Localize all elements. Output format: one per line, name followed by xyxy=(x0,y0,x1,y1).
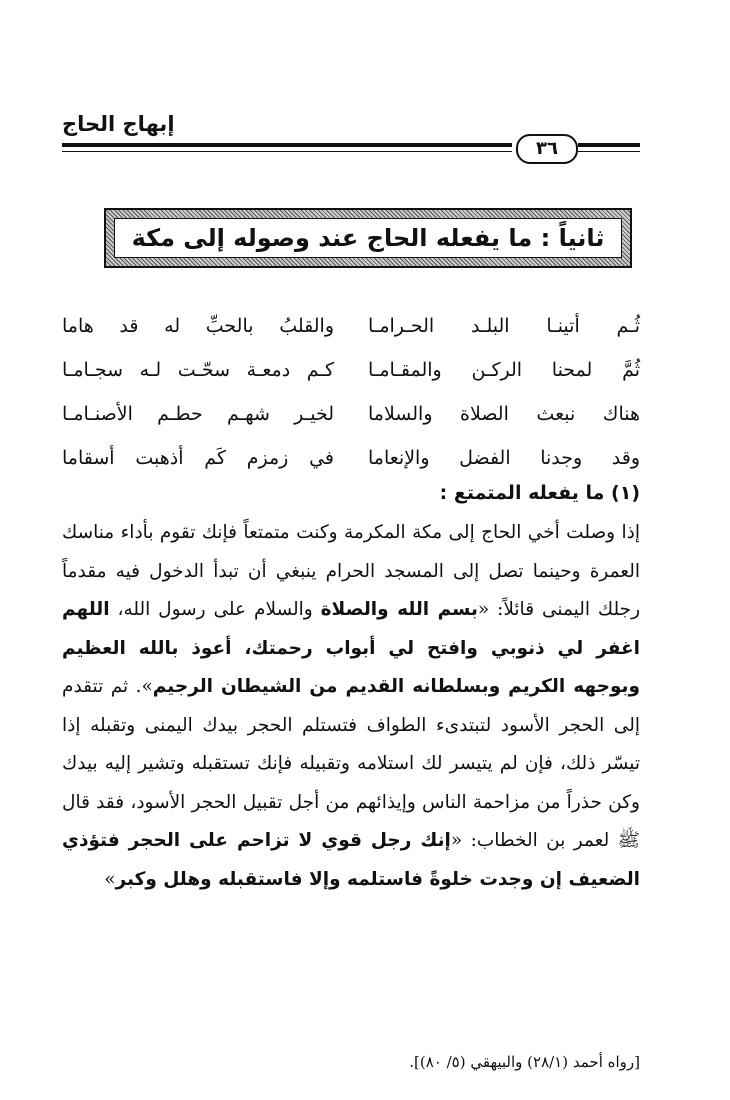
poem-verse xyxy=(62,348,640,392)
header-rule xyxy=(62,143,512,147)
poem xyxy=(62,304,640,480)
page-number: ٣٦ xyxy=(516,134,578,164)
poem-verse xyxy=(62,392,640,436)
body-text-bold: اللهم اغفر لي ذنوبي وافتح لي أبواب رحمتك، أعوذ بالله العظيم وبوجهه الكريم وبسلطانه القديم من الشيطان الرجيم xyxy=(62,599,640,697)
body-text-bold: إنك رجل قوي لا تزاحم على الحجر فتؤذي الضعيف إن وجدت خلوةً فاستلمه وإلا فاستقبله وهلل وكبر xyxy=(62,830,640,890)
header-rule-right-thin xyxy=(578,151,640,152)
poem-hemistich-right: هناك نبعث الصلاة والسلاما xyxy=(368,403,640,425)
body-text-bold: بسم الله والصلاة xyxy=(320,599,478,620)
poem-hemistich-right: ثُـم أتينـا البلـد الحـرامـا xyxy=(368,315,640,337)
header-rule-right xyxy=(578,143,640,147)
poem-hemistich-right: وقد وجدنا الفضل والإنعاما xyxy=(368,447,640,469)
body-text-plain: إذا وصلت أخي الحاج إلى مكة المكرمة وكنت متمتعاً فإنك تقوم بأداء مناسك العمرة وحينما تصل إلى المسجد الحرام ينبغي أن تبدأ الدخول فيه مقدماً رجلك اليمنى قائلاً: « xyxy=(62,522,640,620)
poem-hemistich-left: في زمزم كَم أذهبت أسقاما xyxy=(62,447,334,469)
body-text-plain: ». ثم تتقدم إلى الحجر الأسود لتبتدىء الطواف فتستلم الحجر بيدك اليمنى وتقبله إذا تيسّر ذلك، فإن لم يتيسر لك استلامه وتقبيله فإنك تستقبله وتشير إليه بيدك وكن حذراً من مزاحمة الناس وإيذائهم من أجل تقبيل الحجر الأسود، فقد قال ﷺ لعمر بن الخطاب: « xyxy=(62,676,640,851)
hadith-reference: [رواه أحمد (٢٨/١) والبيهقي (٥/ ٨٠)]. xyxy=(409,1053,640,1071)
poem-hemistich-left: كـم دمعـة سحّـت لـه سجـامـا xyxy=(62,359,334,381)
poem-hemistich-right: ثُمَّ لمحنا الركـن والمقـامـا xyxy=(368,359,640,381)
subheading: (١) ما يفعله المتمتع : xyxy=(439,482,640,504)
header-rule-thin xyxy=(62,151,512,152)
poem-verse xyxy=(62,304,640,348)
section-banner xyxy=(104,208,632,268)
poem-verse xyxy=(62,436,640,480)
section-title: ثانياً : ما يفعله الحاج عند وصوله إلى مكة xyxy=(114,218,622,258)
running-title: إبهاج الحاج xyxy=(62,112,175,136)
body-text-plain: والسلام على رسول الله، xyxy=(109,599,321,620)
poem-hemistich-left: لخيـر شهـم حطـم الأصنـامـا xyxy=(62,403,334,425)
poem-hemistich-left: والقلبُ بالحبِّ له قد هاما xyxy=(62,315,334,337)
body-paragraph xyxy=(62,514,640,899)
body-text-plain: » xyxy=(104,868,116,890)
